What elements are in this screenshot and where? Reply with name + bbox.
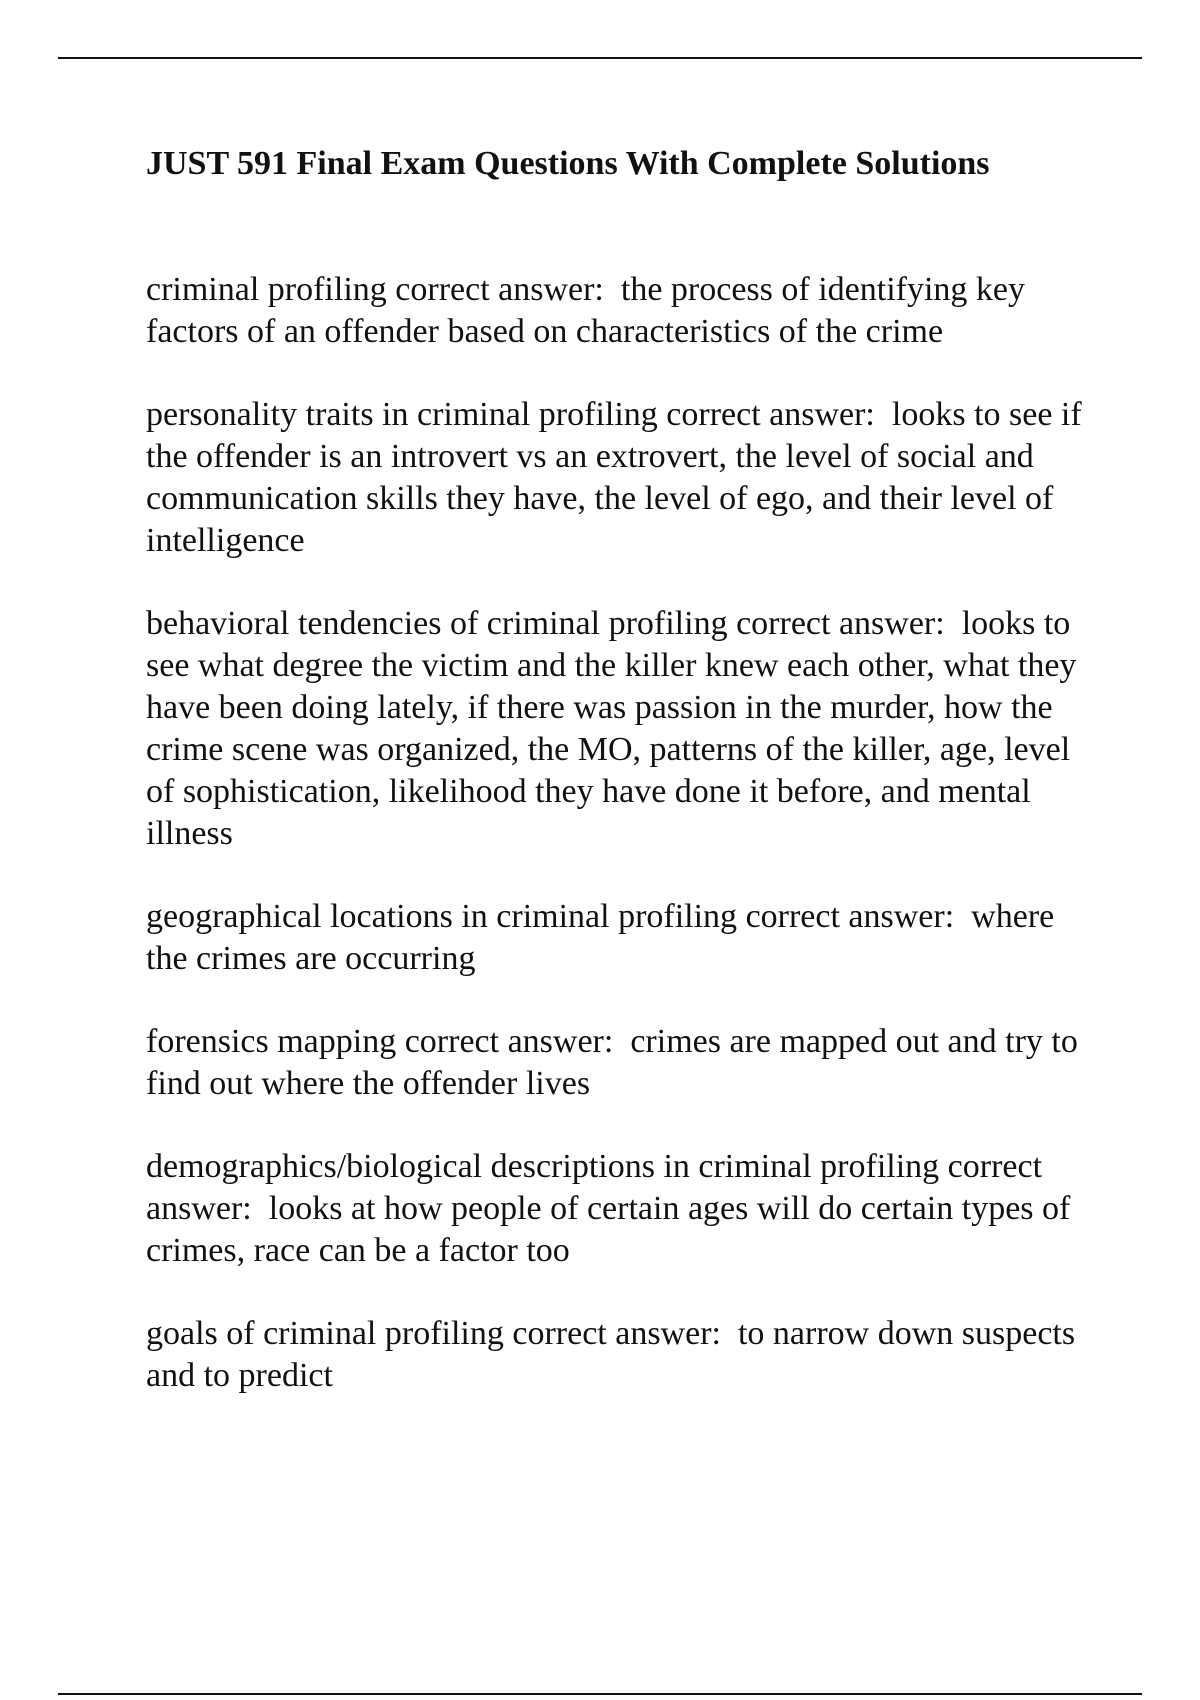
qa-list xyxy=(146,269,1096,1438)
qa-answer-label: correct answer: xyxy=(396,1023,631,1060)
qa-answer: crimes are mapped out and try to find out where the offender lives xyxy=(146,1023,1087,1102)
qa-term: geographical locations in criminal profiling xyxy=(146,898,738,935)
qa-answer: the process of identifying key factors of an offender based on characteristics of the crime xyxy=(146,271,1034,350)
qa-answer: looks to see what degree the victim and the killer knew each other, what they have been doing lately, if there was passion in the murder, how the crime scene was organized, the MO, patterns of the killer, age, level of sophistication, likelihood they have done it before, and mental illness xyxy=(146,605,1085,852)
page-title: JUST 591 Final Exam Questions With Complete Solutions xyxy=(146,145,990,182)
qa-answer: looks to see if the offender is an introvert vs an extrovert, the level of social and communication skills they have, the level of ego, and their level of intelligence xyxy=(146,396,1091,559)
qa-answer-label: correct answer: xyxy=(503,1315,738,1352)
qa-answer: where the crimes are occurring xyxy=(146,898,1063,977)
qa-term: behavioral tendencies of criminal profiling xyxy=(146,605,728,642)
bottom-divider xyxy=(58,1693,1142,1695)
qa-entry xyxy=(146,1313,1096,1397)
qa-answer-label: correct answer: xyxy=(737,898,972,935)
qa-entry xyxy=(146,269,1096,353)
qa-answer-label: correct answer: xyxy=(146,1148,1051,1227)
top-divider xyxy=(58,57,1142,59)
qa-term: personality traits in criminal profiling xyxy=(146,396,658,433)
qa-answer: looks at how people of certain ages will do certain types of crimes, race can be a factor too xyxy=(146,1190,1079,1269)
qa-answer-label: correct answer: xyxy=(386,271,621,308)
qa-term: demographics/biological descriptions in criminal profiling xyxy=(146,1148,940,1185)
qa-entry xyxy=(146,1146,1096,1272)
qa-term: forensics mapping xyxy=(146,1023,397,1060)
qa-entry xyxy=(146,896,1096,980)
qa-entry xyxy=(146,1021,1096,1105)
qa-entry xyxy=(146,603,1096,855)
qa-term: goals of criminal profiling xyxy=(146,1315,504,1352)
qa-answer-label: correct answer: xyxy=(657,396,892,433)
qa-answer-label: correct answer: xyxy=(727,605,962,642)
qa-entry xyxy=(146,394,1096,562)
qa-answer: to narrow down suspects and to predict xyxy=(146,1315,1084,1394)
qa-term: criminal profiling xyxy=(146,271,387,308)
